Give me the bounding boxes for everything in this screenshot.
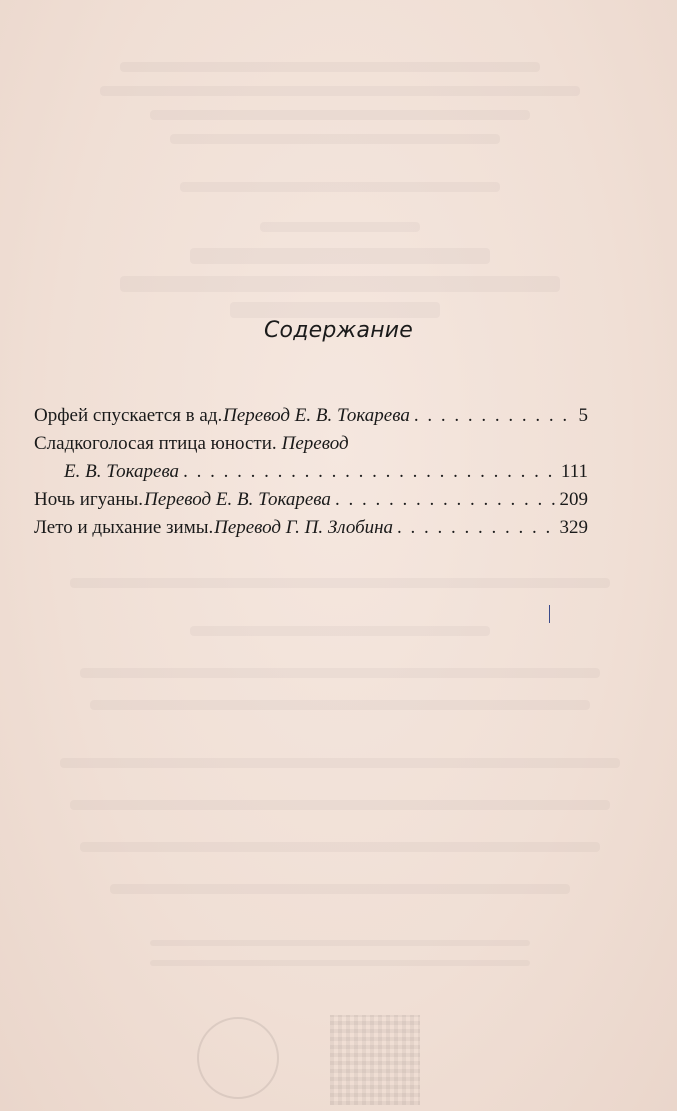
- toc-entry[interactable]: [34, 402, 588, 430]
- show-through-line: [120, 62, 540, 72]
- toc-entry-page: 5: [578, 405, 588, 426]
- show-through-qr-code: [330, 1015, 420, 1105]
- page-title: Содержание: [263, 318, 414, 343]
- show-through-line: [60, 758, 620, 768]
- show-through-line: [180, 182, 500, 192]
- dot-leader: [335, 486, 556, 514]
- toc-entry[interactable]: [34, 514, 588, 542]
- toc-entry-title: Сладкоголосая птица юности.: [34, 433, 277, 454]
- toc-entry-translator: Перевод Е. В. Токарева: [223, 405, 410, 426]
- show-through-line: [190, 248, 490, 264]
- show-through-line: [230, 302, 440, 318]
- toc-entry[interactable]: [34, 430, 588, 458]
- show-through-line: [150, 110, 530, 120]
- show-through-line: [110, 884, 570, 894]
- toc-entry-translator: Перевод: [281, 433, 349, 454]
- show-through-line: [100, 86, 580, 96]
- toc-entry-page: 329: [559, 517, 588, 538]
- table-of-contents: [34, 402, 588, 542]
- toc-entry-title: Ночь игуаны.: [34, 489, 144, 510]
- show-through-line: [150, 960, 530, 966]
- toc-entry-page: 209: [559, 489, 588, 510]
- show-through-line: [170, 134, 500, 144]
- show-through-line: [90, 700, 590, 710]
- toc-entry-translator: Е. В. Токарева: [64, 461, 180, 482]
- dot-leader: [414, 402, 575, 430]
- show-through-line: [70, 800, 610, 810]
- dot-leader: [183, 458, 557, 486]
- toc-entry-continuation[interactable]: [34, 458, 588, 486]
- dot-leader: [397, 514, 555, 542]
- show-through-line: [190, 626, 490, 636]
- show-through-age-badge: [197, 1017, 279, 1099]
- toc-entry-page: 111: [560, 461, 588, 482]
- toc-entry-translator: Перевод Е. В. Токарева: [144, 489, 331, 510]
- toc-entry-title: Лето и дыхание зимы.: [34, 517, 214, 538]
- toc-entry[interactable]: [34, 486, 588, 514]
- show-through-line: [80, 842, 600, 852]
- toc-entry-title: Орфей спускается в ад.: [34, 405, 223, 426]
- show-through-line: [70, 578, 610, 588]
- show-through-line: [80, 668, 600, 678]
- pen-mark: [549, 605, 550, 623]
- show-through-line: [120, 276, 560, 292]
- toc-entry-translator: Перевод Г. П. Злобина: [214, 517, 394, 538]
- show-through-line: [260, 222, 420, 232]
- show-through-line: [150, 940, 530, 946]
